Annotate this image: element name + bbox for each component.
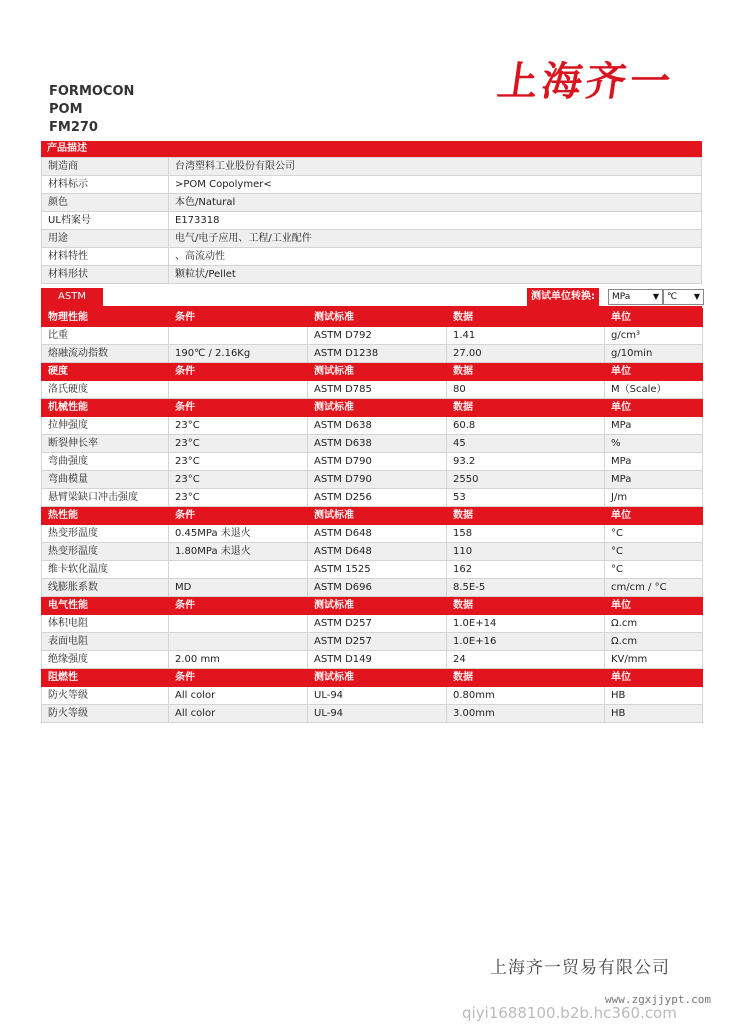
unit: °C xyxy=(605,543,703,561)
section-title: 电气性能 xyxy=(42,597,169,615)
description-header: 产品描述 xyxy=(41,141,702,157)
test-standard: ASTM D648 xyxy=(308,525,447,543)
property-row xyxy=(42,381,703,399)
data-value: 27.00 xyxy=(447,345,605,363)
property-row xyxy=(42,579,703,597)
section-header xyxy=(42,597,703,615)
column-header: 测试标准 xyxy=(308,363,447,381)
property-row xyxy=(42,651,703,669)
section-title: 机械性能 xyxy=(42,399,169,417)
unit: % xyxy=(605,435,703,453)
section-title: 阻燃性 xyxy=(42,669,169,687)
description-row xyxy=(42,212,702,230)
property-row xyxy=(42,345,703,363)
section-title: 热性能 xyxy=(42,507,169,525)
description-table xyxy=(41,157,702,284)
property-row xyxy=(42,687,703,705)
property-row xyxy=(42,471,703,489)
column-header: 测试标准 xyxy=(308,309,447,327)
test-standard: ASTM D648 xyxy=(308,543,447,561)
condition xyxy=(169,381,308,399)
property-row xyxy=(42,327,703,345)
property-name: 断裂伸长率 xyxy=(42,435,169,453)
description-value: 、高流动性 xyxy=(169,248,702,266)
condition: 23°C xyxy=(169,489,308,507)
description-value: 电气/电子应用、工程/工业配件 xyxy=(169,230,702,248)
description-label: 颜色 xyxy=(42,194,169,212)
column-header: 单位 xyxy=(605,363,703,381)
section-header xyxy=(42,399,703,417)
section-header xyxy=(42,669,703,687)
data-value: 158 xyxy=(447,525,605,543)
watermark-site: www.zgxjjypt.com xyxy=(605,993,711,1006)
unit: Ω.cm xyxy=(605,615,703,633)
section-title: 硬度 xyxy=(42,363,169,381)
grade-name: FM270 xyxy=(49,120,98,135)
column-header: 条件 xyxy=(169,399,308,417)
unit: MPa xyxy=(605,471,703,489)
test-standard: ASTM D1238 xyxy=(308,345,447,363)
test-standard: UL-94 xyxy=(308,687,447,705)
company-logo: 上海齐一 xyxy=(494,58,678,105)
condition: 23°C xyxy=(169,471,308,489)
condition: 23°C xyxy=(169,435,308,453)
chevron-down-icon: ▼ xyxy=(652,292,659,301)
property-name: 防火等级 xyxy=(42,705,169,723)
footer-company: 上海齐一贸易有限公司 xyxy=(490,958,670,978)
unit: cm/cm / °C xyxy=(605,579,703,597)
description-label: 制造商 xyxy=(42,158,169,176)
unit: °C xyxy=(605,561,703,579)
description-value: 本色/Natural xyxy=(169,194,702,212)
condition: 1.80MPa 未退火 xyxy=(169,543,308,561)
column-header: 条件 xyxy=(169,669,308,687)
test-standard: ASTM D638 xyxy=(308,417,447,435)
condition: 190℃ / 2.16Kg xyxy=(169,345,308,363)
condition: 0.45MPa 未退火 xyxy=(169,525,308,543)
property-row xyxy=(42,615,703,633)
column-header: 条件 xyxy=(169,363,308,381)
temperature-unit-select[interactable] xyxy=(663,289,704,305)
data-value: 24 xyxy=(447,651,605,669)
material-name: POM xyxy=(49,102,83,117)
data-value: 2550 xyxy=(447,471,605,489)
condition: All color xyxy=(169,687,308,705)
properties-table xyxy=(41,308,703,723)
data-value: 1.0E+14 xyxy=(447,615,605,633)
property-name: 绝缘强度 xyxy=(42,651,169,669)
test-standard: UL-94 xyxy=(308,705,447,723)
column-header: 单位 xyxy=(605,669,703,687)
data-value: 93.2 xyxy=(447,453,605,471)
condition xyxy=(169,615,308,633)
column-header: 数据 xyxy=(447,669,605,687)
brand-name: FORMOCON xyxy=(49,84,135,99)
chevron-down-icon: ▼ xyxy=(693,292,700,301)
property-name: 热变形温度 xyxy=(42,525,169,543)
condition: 23°C xyxy=(169,417,308,435)
unit: g/10min xyxy=(605,345,703,363)
property-name: 比重 xyxy=(42,327,169,345)
pressure-unit-select[interactable] xyxy=(608,289,663,305)
watermark-url: qiyi1688100.b2b.hc360.com xyxy=(462,1004,677,1022)
property-name: 热变形温度 xyxy=(42,543,169,561)
unit: M（Scale） xyxy=(605,381,703,399)
section-header xyxy=(42,507,703,525)
column-header: 数据 xyxy=(447,399,605,417)
column-header: 条件 xyxy=(169,597,308,615)
unit: KV/mm xyxy=(605,651,703,669)
unit: HB xyxy=(605,687,703,705)
test-standard: ASTM D790 xyxy=(308,453,447,471)
column-header: 单位 xyxy=(605,399,703,417)
description-row xyxy=(42,158,702,176)
unit: °C xyxy=(605,525,703,543)
description-label: 用途 xyxy=(42,230,169,248)
condition: MD xyxy=(169,579,308,597)
condition: All color xyxy=(169,705,308,723)
description-value: 颗粒状/Pellet xyxy=(169,266,702,284)
test-standard: ASTM D792 xyxy=(308,327,447,345)
unit: J/m xyxy=(605,489,703,507)
property-name: 维卡软化温度 xyxy=(42,561,169,579)
data-value: 60.8 xyxy=(447,417,605,435)
condition xyxy=(169,633,308,651)
datasheet xyxy=(41,141,702,723)
property-row xyxy=(42,543,703,561)
column-header: 测试标准 xyxy=(308,507,447,525)
description-value: 台湾塑料工业股份有限公司 xyxy=(169,158,702,176)
unit: HB xyxy=(605,705,703,723)
column-header: 数据 xyxy=(447,597,605,615)
property-row xyxy=(42,435,703,453)
test-standard: ASTM D790 xyxy=(308,471,447,489)
description-row xyxy=(42,176,702,194)
data-value: 8.5E-5 xyxy=(447,579,605,597)
astm-tab[interactable]: ASTM xyxy=(41,288,103,306)
description-row xyxy=(42,248,702,266)
section-header xyxy=(42,363,703,381)
property-row xyxy=(42,489,703,507)
description-label: 材料特性 xyxy=(42,248,169,266)
column-header: 测试标准 xyxy=(308,597,447,615)
test-standard: ASTM D257 xyxy=(308,633,447,651)
temperature-unit-value: ℃ xyxy=(667,292,678,302)
description-label: 材料形状 xyxy=(42,266,169,284)
unit-convert-label: 测试单位转换: xyxy=(527,288,599,306)
description-row xyxy=(42,266,702,284)
description-label: 材料标示 xyxy=(42,176,169,194)
condition xyxy=(169,327,308,345)
pressure-unit-value: MPa xyxy=(612,292,631,302)
property-name: 熔融流动指数 xyxy=(42,345,169,363)
data-value: 1.0E+16 xyxy=(447,633,605,651)
property-name: 线膨胀系数 xyxy=(42,579,169,597)
column-header: 数据 xyxy=(447,507,605,525)
column-header: 条件 xyxy=(169,507,308,525)
data-value: 110 xyxy=(447,543,605,561)
data-value: 80 xyxy=(447,381,605,399)
description-value: >POM Copolymer< xyxy=(169,176,702,194)
property-row xyxy=(42,417,703,435)
property-name: 体积电阻 xyxy=(42,615,169,633)
data-value: 1.41 xyxy=(447,327,605,345)
data-value: 45 xyxy=(447,435,605,453)
condition xyxy=(169,561,308,579)
data-value: 162 xyxy=(447,561,605,579)
condition: 2.00 mm xyxy=(169,651,308,669)
standard-bar xyxy=(41,288,702,308)
test-standard: ASTM D256 xyxy=(308,489,447,507)
property-name: 弯曲模量 xyxy=(42,471,169,489)
unit: MPa xyxy=(605,453,703,471)
property-row xyxy=(42,525,703,543)
column-header: 单位 xyxy=(605,597,703,615)
property-name: 洛氏硬度 xyxy=(42,381,169,399)
unit: g/cm³ xyxy=(605,327,703,345)
column-header: 测试标准 xyxy=(308,669,447,687)
property-row xyxy=(42,453,703,471)
test-standard: ASTM 1525 xyxy=(308,561,447,579)
column-header: 测试标准 xyxy=(308,399,447,417)
property-name: 弯曲强度 xyxy=(42,453,169,471)
property-row xyxy=(42,561,703,579)
description-row xyxy=(42,230,702,248)
test-standard: ASTM D785 xyxy=(308,381,447,399)
data-value: 3.00mm xyxy=(447,705,605,723)
condition: 23°C xyxy=(169,453,308,471)
unit: Ω.cm xyxy=(605,633,703,651)
column-header: 单位 xyxy=(605,507,703,525)
property-name: 防火等级 xyxy=(42,687,169,705)
unit: MPa xyxy=(605,417,703,435)
column-header: 数据 xyxy=(447,309,605,327)
property-name: 悬臂梁缺口冲击强度 xyxy=(42,489,169,507)
test-standard: ASTM D149 xyxy=(308,651,447,669)
property-row xyxy=(42,705,703,723)
test-standard: ASTM D638 xyxy=(308,435,447,453)
test-standard: ASTM D696 xyxy=(308,579,447,597)
test-standard: ASTM D257 xyxy=(308,615,447,633)
data-value: 53 xyxy=(447,489,605,507)
property-name: 拉伸强度 xyxy=(42,417,169,435)
section-header xyxy=(42,309,703,327)
column-header: 数据 xyxy=(447,363,605,381)
description-value: E173318 xyxy=(169,212,702,230)
property-name: 表面电阻 xyxy=(42,633,169,651)
description-label: UL档案号 xyxy=(42,212,169,230)
column-header: 单位 xyxy=(605,309,703,327)
description-row xyxy=(42,194,702,212)
data-value: 0.80mm xyxy=(447,687,605,705)
property-row xyxy=(42,633,703,651)
column-header: 条件 xyxy=(169,309,308,327)
section-title: 物理性能 xyxy=(42,309,169,327)
